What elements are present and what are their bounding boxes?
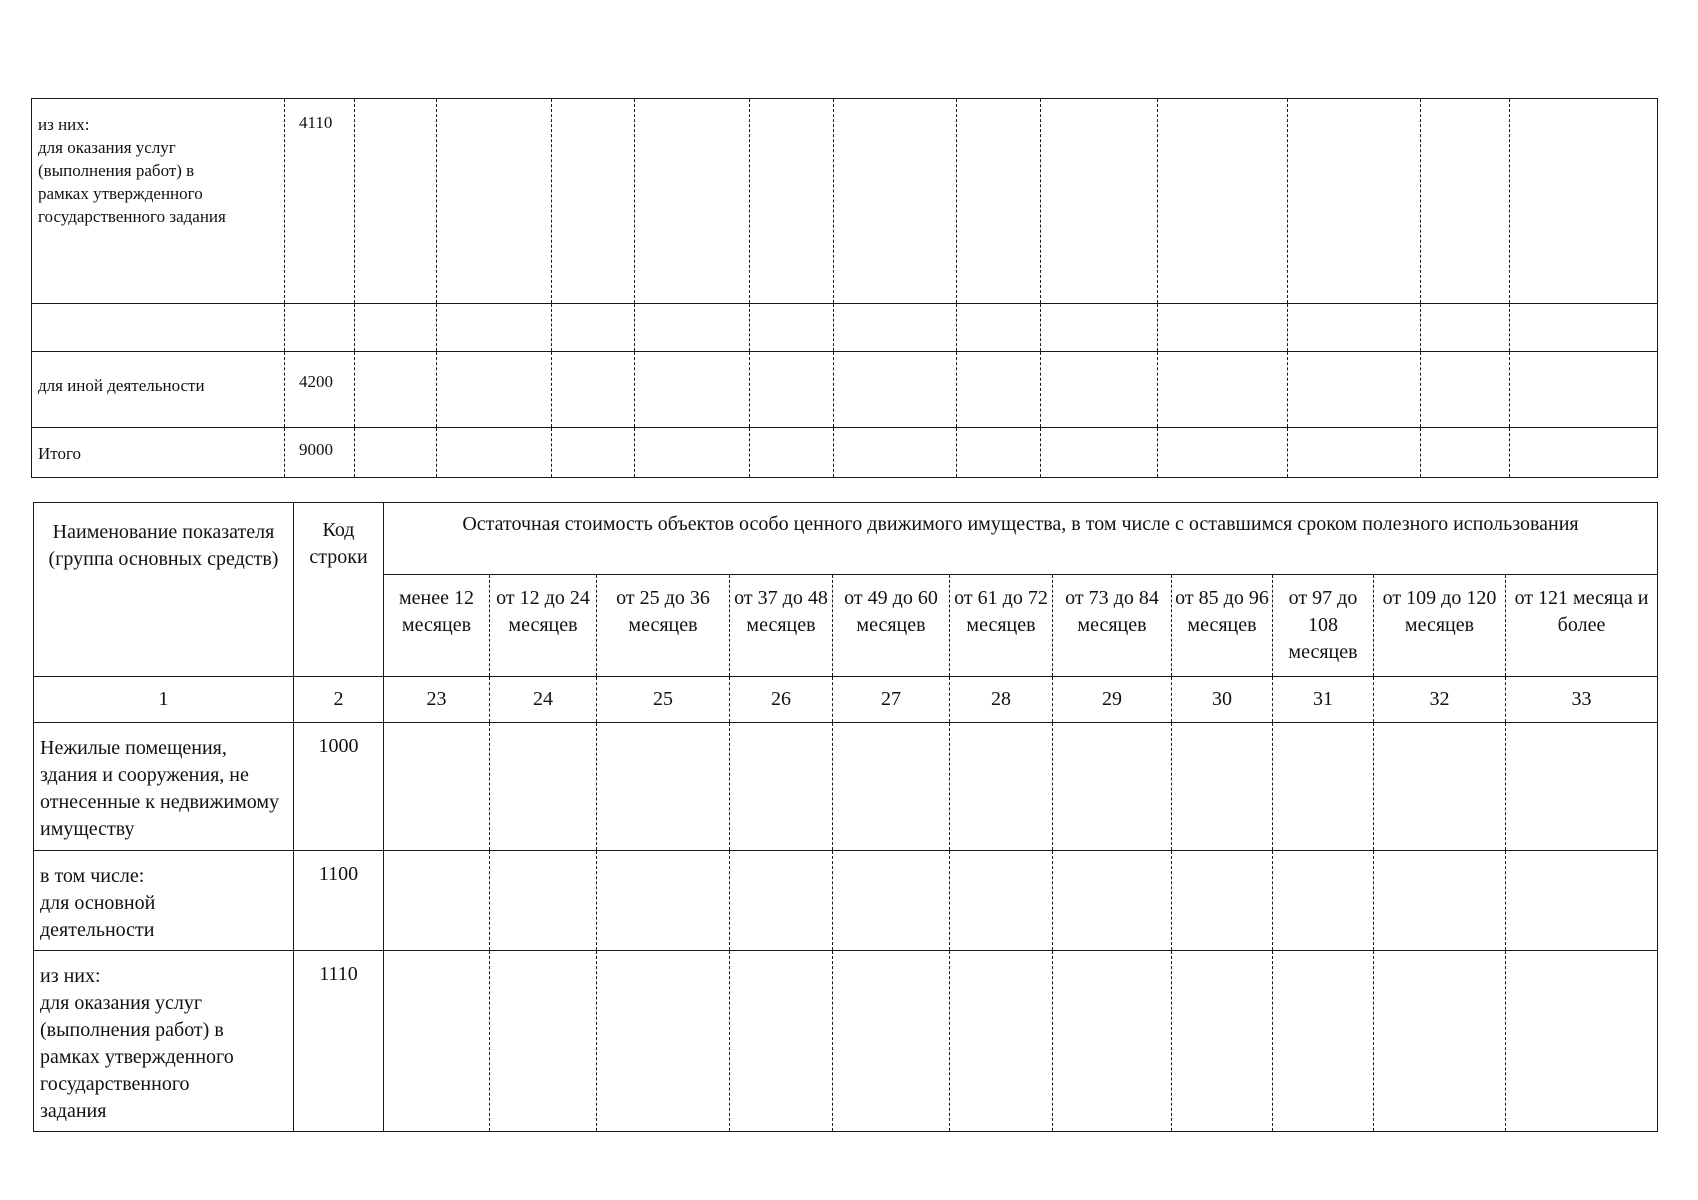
header-residual-value: Остаточная стоимость объектов особо ценного движимого имущества, в том числе с оставшимся сроком полезного использования <box>384 503 1658 575</box>
data-cell <box>1510 428 1658 478</box>
data-cell <box>750 428 834 478</box>
column-number: 28 <box>950 677 1053 723</box>
row-name: из них: для оказания услуг (выполнения работ) в рамках утвержденного государственного задания <box>34 951 294 1132</box>
data-cell <box>355 304 437 352</box>
data-cell <box>552 304 635 352</box>
data-cell <box>1421 304 1510 352</box>
data-cell <box>1041 304 1158 352</box>
data-cell <box>730 951 833 1132</box>
data-cell <box>384 851 490 951</box>
table-row <box>32 304 1658 352</box>
header-col-26: от 37 до 48 месяцев <box>730 575 833 677</box>
column-number: 30 <box>1172 677 1273 723</box>
column-number: 29 <box>1053 677 1172 723</box>
row-code: 1110 <box>294 951 384 1132</box>
data-cell <box>490 951 597 1132</box>
table-row <box>32 99 1658 304</box>
row-code: 4110 <box>285 99 355 304</box>
data-cell <box>384 951 490 1132</box>
data-cell <box>635 304 750 352</box>
data-cell <box>1158 99 1288 304</box>
data-cell <box>1374 851 1506 951</box>
column-number: 27 <box>833 677 950 723</box>
data-cell <box>1041 352 1158 428</box>
data-cell <box>833 851 950 951</box>
column-number: 2 <box>294 677 384 723</box>
data-cell <box>597 951 730 1132</box>
data-cell <box>552 352 635 428</box>
header-col-33: от 121 месяца и более <box>1506 575 1658 677</box>
data-cell <box>957 99 1041 304</box>
data-cell <box>834 352 957 428</box>
data-cell <box>834 99 957 304</box>
data-cell <box>552 99 635 304</box>
data-cell <box>597 851 730 951</box>
data-cell <box>384 723 490 851</box>
column-number: 33 <box>1506 677 1658 723</box>
row-code: 1100 <box>294 851 384 951</box>
data-cell <box>1158 352 1288 428</box>
header-col-30: от 85 до 96 месяцев <box>1172 575 1273 677</box>
header-col-24: от 12 до 24 месяцев <box>490 575 597 677</box>
row-name: из них: для оказания услуг (выполнения работ) в рамках утвержденного государственного задания <box>32 99 285 304</box>
data-cell <box>833 951 950 1132</box>
data-cell <box>950 851 1053 951</box>
data-cell <box>1158 428 1288 478</box>
data-cell <box>355 99 437 304</box>
data-cell <box>834 428 957 478</box>
row-name: для иной деятельности <box>32 352 285 428</box>
column-number: 24 <box>490 677 597 723</box>
data-cell <box>730 723 833 851</box>
data-cell <box>1374 951 1506 1132</box>
data-cell <box>1421 352 1510 428</box>
data-cell <box>1053 723 1172 851</box>
data-cell <box>1288 352 1421 428</box>
data-cell <box>1510 99 1658 304</box>
row-code: 4200 <box>285 352 355 428</box>
row-name: Нежилые помещения, здания и сооружения, не отнесенные к недвижимому имуществу <box>34 723 294 851</box>
header-col-32: от 109 до 120 месяцев <box>1374 575 1506 677</box>
data-cell <box>1288 304 1421 352</box>
data-cell <box>833 723 950 851</box>
data-cell <box>1506 723 1658 851</box>
data-cell <box>1172 951 1273 1132</box>
data-cell <box>1273 723 1374 851</box>
data-cell <box>355 352 437 428</box>
row-code: 1000 <box>294 723 384 851</box>
column-number: 23 <box>384 677 490 723</box>
column-numbers-row <box>34 677 1658 723</box>
data-cell <box>1288 99 1421 304</box>
data-cell <box>957 304 1041 352</box>
data-cell <box>1510 352 1658 428</box>
row-name <box>32 304 285 352</box>
data-cell <box>437 428 552 478</box>
row-code: 9000 <box>285 428 355 478</box>
data-cell <box>490 851 597 951</box>
data-cell <box>950 951 1053 1132</box>
data-cell <box>552 428 635 478</box>
header-col-31: от 97 до 108 месяцев <box>1273 575 1374 677</box>
data-cell <box>1421 428 1510 478</box>
data-cell <box>437 352 552 428</box>
header-col-28: от 61 до 72 месяцев <box>950 575 1053 677</box>
data-cell <box>437 304 552 352</box>
data-cell <box>1172 851 1273 951</box>
data-cell <box>1041 428 1158 478</box>
data-cell <box>635 352 750 428</box>
column-number: 25 <box>597 677 730 723</box>
data-cell <box>635 99 750 304</box>
data-cell <box>355 428 437 478</box>
residual-value-table <box>33 502 1658 1132</box>
header-code: Код строки <box>294 503 384 677</box>
data-cell <box>1374 723 1506 851</box>
header-col-25: от 25 до 36 месяцев <box>597 575 730 677</box>
data-cell <box>730 851 833 951</box>
header-name: Наименование показателя (группа основных средств) <box>34 503 294 677</box>
data-cell <box>1158 304 1288 352</box>
data-cell <box>1288 428 1421 478</box>
data-cell <box>1506 951 1658 1132</box>
data-cell <box>1273 951 1374 1132</box>
header-col-27: от 49 до 60 месяцев <box>833 575 950 677</box>
data-cell <box>1421 99 1510 304</box>
data-cell <box>750 304 834 352</box>
header-col-29: от 73 до 84 месяцев <box>1053 575 1172 677</box>
data-cell <box>957 352 1041 428</box>
table-row <box>34 723 1658 851</box>
column-number: 31 <box>1273 677 1374 723</box>
data-cell <box>834 304 957 352</box>
table-row <box>32 352 1658 428</box>
data-cell <box>750 352 834 428</box>
column-number: 1 <box>34 677 294 723</box>
continuation-table <box>31 98 1658 478</box>
data-cell <box>750 99 834 304</box>
data-cell <box>1041 99 1158 304</box>
row-name: Итого <box>32 428 285 478</box>
table-row <box>32 428 1658 478</box>
row-name: в том числе: для основной деятельности <box>34 851 294 951</box>
data-cell <box>437 99 552 304</box>
column-number: 26 <box>730 677 833 723</box>
data-cell <box>490 723 597 851</box>
data-cell <box>950 723 1053 851</box>
header-col-23: менее 12 месяцев <box>384 575 490 677</box>
data-cell <box>1510 304 1658 352</box>
data-cell <box>1053 851 1172 951</box>
table-row <box>34 951 1658 1132</box>
data-cell <box>635 428 750 478</box>
data-cell <box>1273 851 1374 951</box>
data-cell <box>1172 723 1273 851</box>
column-number: 32 <box>1374 677 1506 723</box>
data-cell <box>597 723 730 851</box>
data-cell <box>1053 951 1172 1132</box>
data-cell <box>957 428 1041 478</box>
table-row <box>34 851 1658 951</box>
row-code <box>285 304 355 352</box>
data-cell <box>1506 851 1658 951</box>
